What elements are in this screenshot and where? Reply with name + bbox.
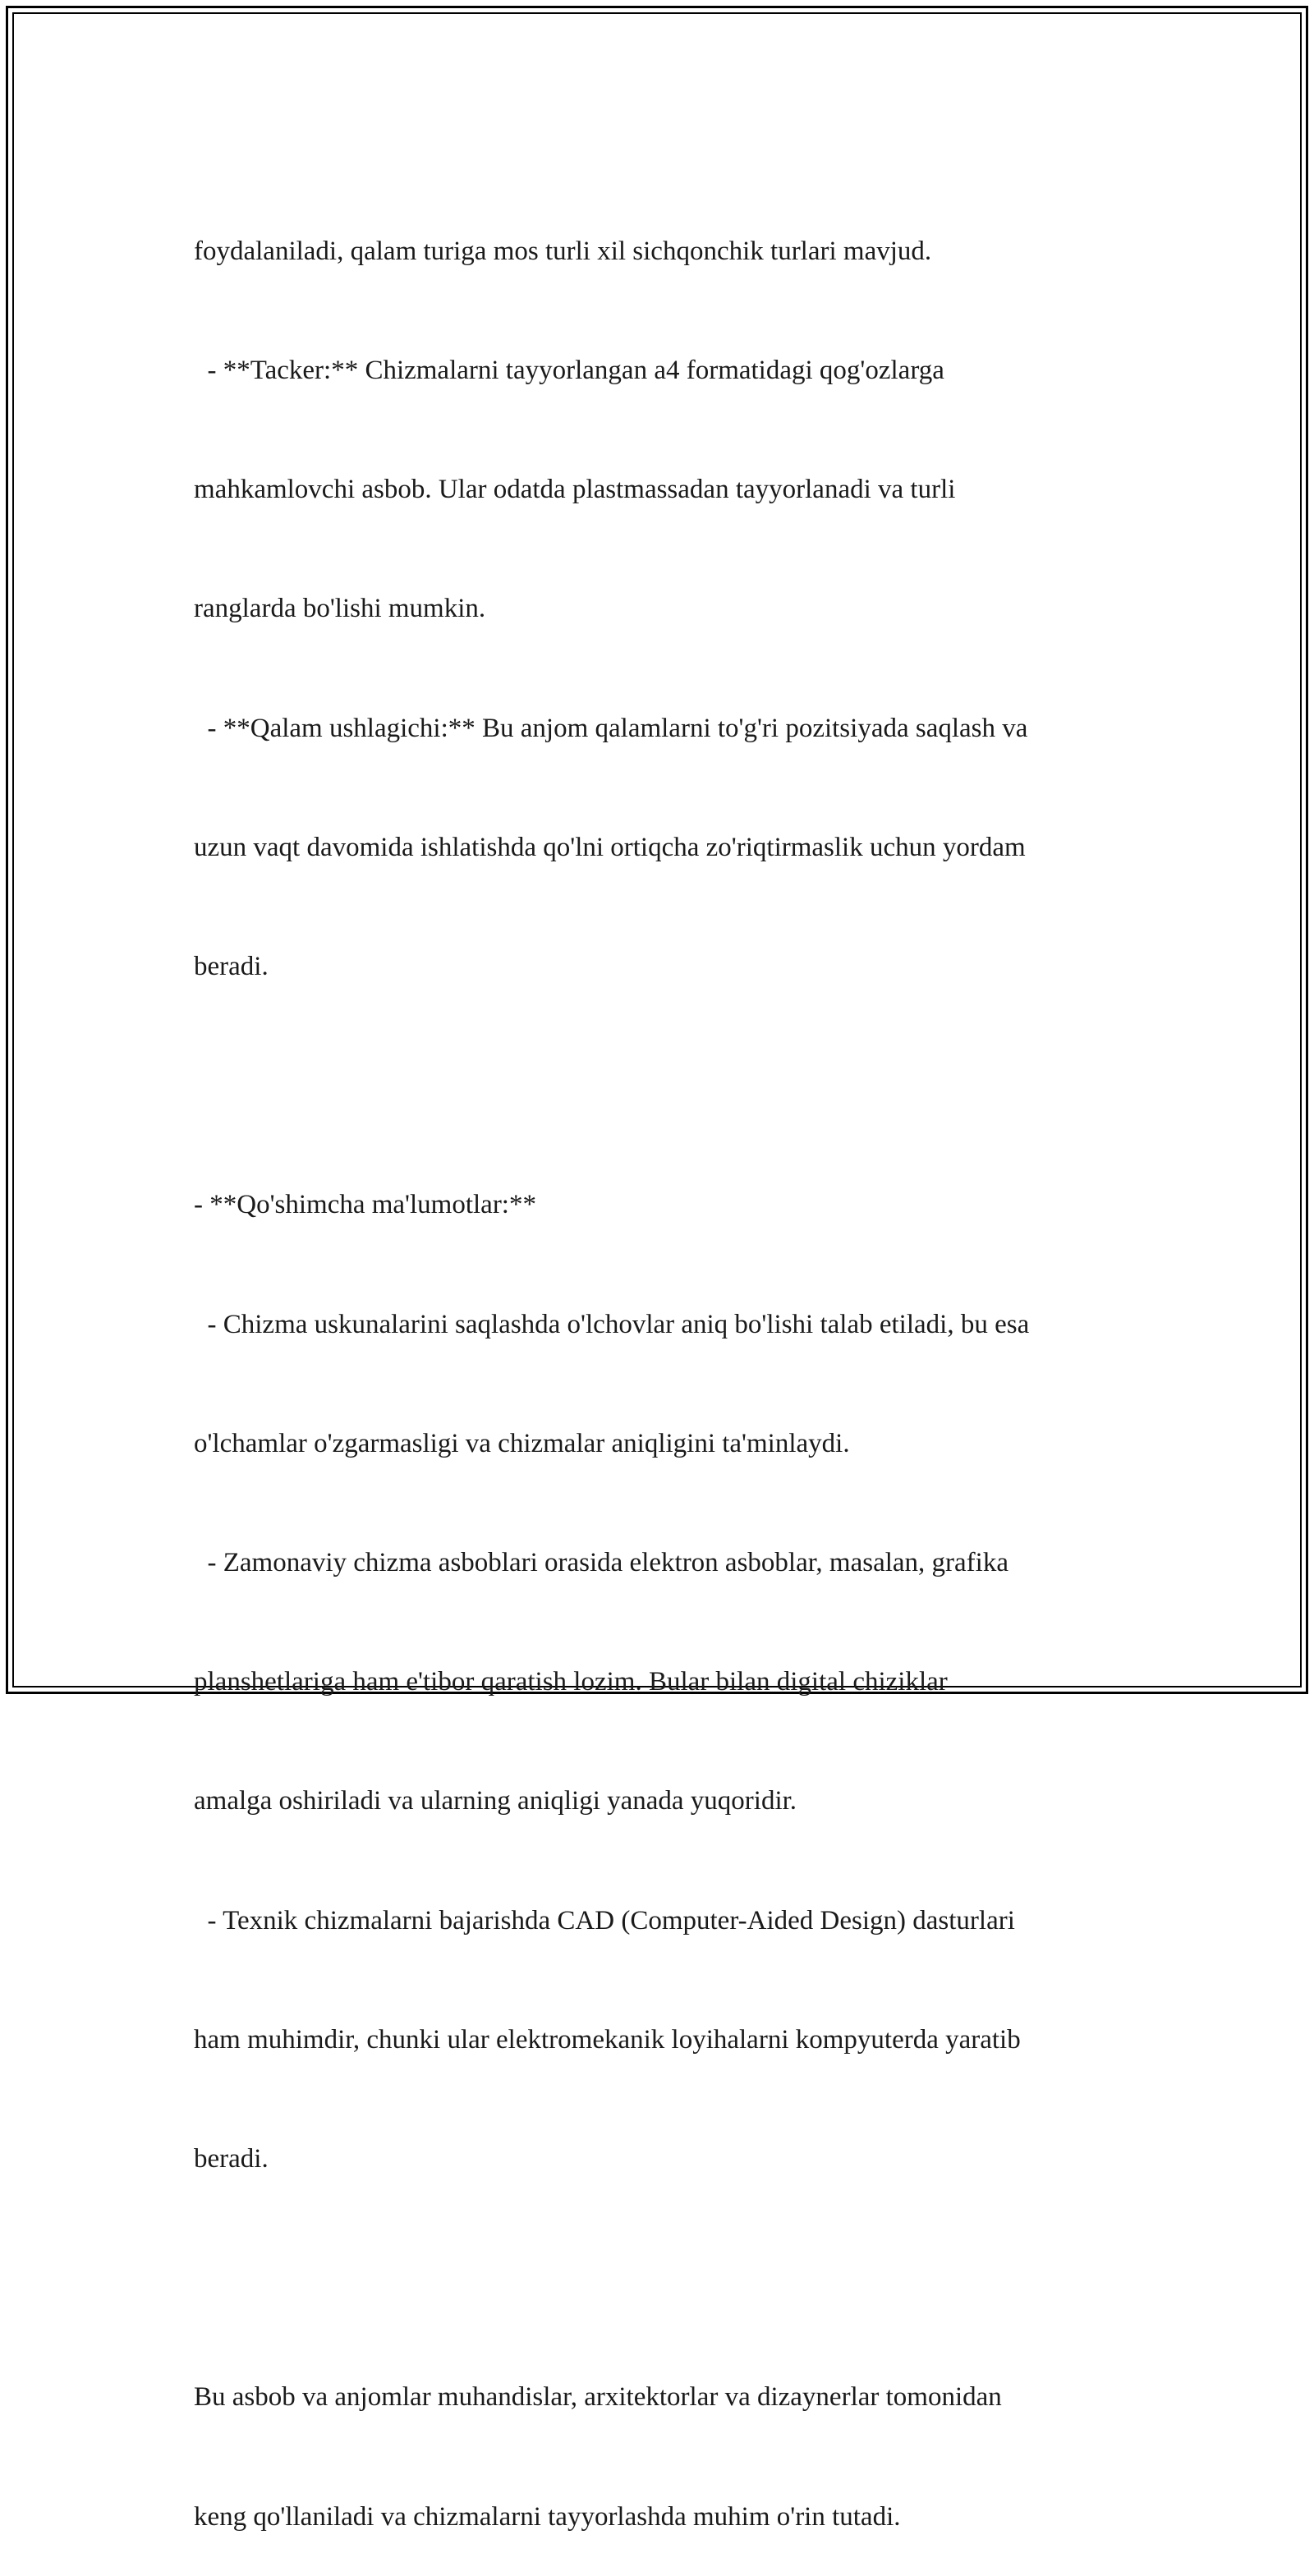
blank-line: [194, 1066, 1163, 1105]
text-line: ranglarda bo'lishi mumkin.: [194, 594, 486, 624]
text-line: - Texnik chizmalarni bajarishda CAD (Computer-Aided Design) dasturlari: [194, 1905, 1015, 1935]
text-line: keng qo'llaniladi va chizmalarni tayyorlashda muhim o'rin tutadi.: [194, 2501, 901, 2532]
text-line: Bu asbob va anjomlar muhandislar, arxitektorlar va dizaynerlar tomonidan: [194, 2382, 1002, 2413]
blank-line: [194, 2258, 1163, 2298]
text-line: uzun vaqt davomida ishlatishda qo'lni ortiqcha zo'riqtirmaslik uchun yordam: [194, 832, 1026, 862]
document-body: [194, 152, 1163, 2576]
text-line: - **Qo'shimcha ma'lumotlar:**: [194, 1190, 536, 1220]
text-line: amalga oshiriladi va ularning aniqligi yanada yuqoridir.: [194, 1786, 797, 1816]
text-line: planshetlariga ham e'tibor qaratish lozim. Bular bilan digital chiziklar: [194, 1667, 948, 1697]
text-line: - Chizma uskunalarini saqlashda o'lchovlar aniq bo'lishi talab etiladi, bu esa: [194, 1309, 1030, 1339]
text-line: beradi.: [194, 952, 269, 982]
text-line: o'lchamlar o'zgarmasligi va chizmalar aniqligini ta'minlaydi.: [194, 1428, 850, 1458]
text-line: - **Tacker:** Chizmalarni tayyorlangan a4 formatidagi qog'ozlarga: [194, 356, 944, 386]
text-line: - **Qalam ushlagichi:** Bu anjom qalamlarni to'g'ri pozitsiyada saqlash va: [194, 713, 1028, 743]
text-line: ham muhimdir, chunki ular elektromekanik loyihalarni kompyuterda yaratib: [194, 2024, 1021, 2055]
text-line: beradi.: [194, 2144, 269, 2174]
text-line: mahkamlovchi asbob. Ular odatda plastmassadan tayyorlanadi va turli: [194, 475, 956, 505]
text-line: - Zamonaviy chizma asboblari orasida elektron asboblar, masalan, grafika: [194, 1548, 1008, 1578]
text-line: foydalaniladi, qalam turiga mos turli xil sichqonchik turlari mavjud.: [194, 236, 932, 266]
